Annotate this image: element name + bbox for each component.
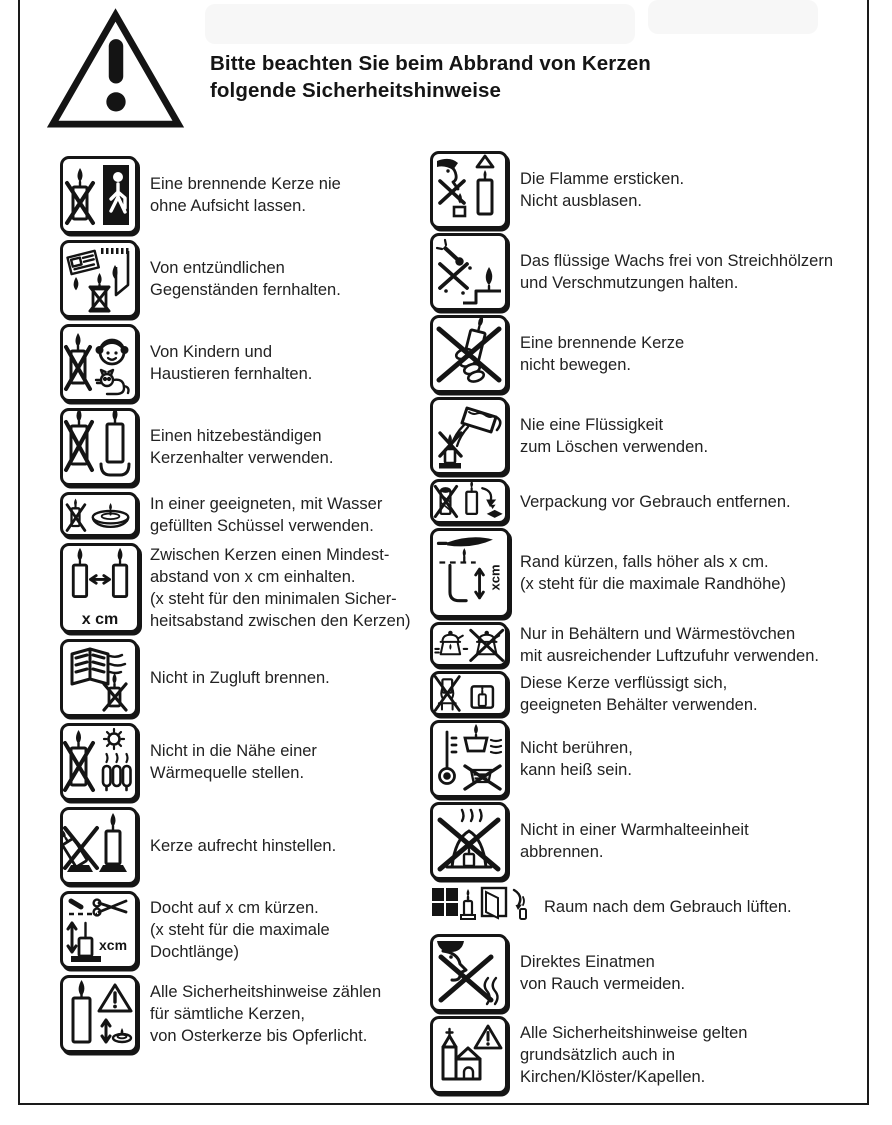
icon-cell xyxy=(430,720,520,798)
icon-cell xyxy=(430,622,520,667)
icon-cell xyxy=(430,479,520,524)
heatproof-holder-icon xyxy=(60,408,138,486)
safety-text-line: grundsätzlich auch in xyxy=(520,1046,676,1064)
safety-text-line: Nicht in die Nähe einer xyxy=(150,742,317,760)
safety-text xyxy=(520,250,833,294)
safety-text-line: Die Flamme ersticken. xyxy=(520,170,685,188)
icon-cell xyxy=(430,884,544,930)
church-use-icon xyxy=(430,1016,508,1094)
do-not-move-icon xyxy=(430,315,508,393)
icon-cell xyxy=(430,934,520,1012)
upright-candle-icon xyxy=(60,807,138,885)
children-pets-icon xyxy=(60,324,138,402)
icon-cell xyxy=(430,671,520,716)
safety-text-line: von Osterkerze bis Opferlicht. xyxy=(150,1027,368,1045)
safety-item-no-liquid xyxy=(430,397,872,475)
icon-cell xyxy=(60,156,150,234)
icon-cell xyxy=(430,233,520,311)
safety-text-line: für sämtliche Kerzen, xyxy=(150,1005,305,1023)
safety-text xyxy=(150,667,330,689)
icon-cell xyxy=(60,492,150,537)
safety-text-line: Kirchen/Klöster/Kapellen. xyxy=(520,1068,706,1086)
ventilate-room-icon xyxy=(430,884,534,930)
safety-text xyxy=(520,414,708,458)
icon-cell xyxy=(430,151,520,229)
no-smoke-inhalation-icon xyxy=(430,934,508,1012)
safety-item-heatproof-holder xyxy=(60,408,445,486)
icon-cell xyxy=(430,315,520,393)
draft-icon xyxy=(60,639,138,717)
safety-text xyxy=(520,819,749,863)
safety-text-line: (x steht für den minimalen Sicher- xyxy=(150,590,397,608)
icon-cell xyxy=(60,408,150,486)
safety-item-snuff-flame xyxy=(430,151,872,229)
safety-text-line: Nicht ausblasen. xyxy=(520,192,642,210)
safety-item-upright-candle xyxy=(60,807,445,885)
safety-item-candle-distance xyxy=(60,543,445,633)
safety-item-ventilate-room xyxy=(430,884,872,930)
safety-item-all-candle-types xyxy=(60,975,445,1053)
safety-text-line: Nicht berühren, xyxy=(520,739,633,757)
icon-cell xyxy=(60,543,150,633)
safety-text-line: Dochtlänge) xyxy=(150,943,239,961)
icon-measure-label: x cm xyxy=(81,611,119,628)
safety-text-line: Verpackung vor Gebrauch entfernen. xyxy=(520,492,791,511)
safety-text-line: Zwischen Kerzen einen Mindest- xyxy=(150,546,390,564)
safety-text xyxy=(520,491,791,513)
unattended-candle-icon xyxy=(60,156,138,234)
safety-item-no-matches-in-wax xyxy=(430,233,872,311)
all-candle-types-icon xyxy=(60,975,138,1053)
title-line-2: folgende Sicherheitshinweise xyxy=(210,79,502,102)
safety-text xyxy=(544,896,792,918)
remove-packaging-icon xyxy=(430,479,508,524)
safety-item-trim-wick xyxy=(60,891,445,969)
safety-text xyxy=(520,737,633,781)
safety-text-line: Nicht in Zugluft brennen. xyxy=(150,669,330,687)
safety-text-line: heitsabstand zwischen den Kerzen) xyxy=(150,612,411,630)
icon-measure-label: xcm xyxy=(99,937,128,953)
safety-item-no-smoke-inhalation xyxy=(430,934,872,1012)
no-warming-unit-icon xyxy=(430,802,508,880)
safety-item-draft xyxy=(60,639,445,717)
safety-item-air-supply xyxy=(430,622,872,667)
safety-text-line: Rand kürzen, falls höher als x cm. xyxy=(520,553,769,571)
safety-text-line: Haustieren fernhalten. xyxy=(150,365,313,383)
icon-cell xyxy=(60,807,150,885)
icon-cell xyxy=(60,324,150,402)
safety-text-line: Direktes Einatmen xyxy=(520,953,655,971)
icon-measure-label: xcm xyxy=(487,564,503,591)
safety-text-line: In einer geeigneten, mit Wasser xyxy=(150,494,383,513)
no-matches-in-wax-icon xyxy=(430,233,508,311)
safety-text xyxy=(520,1022,747,1088)
safety-text xyxy=(520,623,819,667)
safety-text xyxy=(150,981,381,1047)
icon-cell xyxy=(430,528,520,618)
safety-text-line: von Rauch vermeiden. xyxy=(520,975,686,993)
scan-artifact xyxy=(648,0,818,34)
safety-text-line: zum Löschen verwenden. xyxy=(520,438,709,456)
safety-item-do-not-move xyxy=(430,315,872,393)
safety-text-line: mit ausreichender Luftzufuhr verwenden. xyxy=(520,646,819,665)
candle-distance-icon xyxy=(60,543,140,633)
safety-text xyxy=(150,173,341,217)
water-bowl-icon xyxy=(60,492,138,537)
warning-triangle-icon xyxy=(46,8,186,132)
snuff-flame-icon xyxy=(430,151,508,229)
air-supply-icon xyxy=(430,622,508,667)
safety-text-line: ohne Aufsicht lassen. xyxy=(150,197,306,215)
safety-text-line: Einen hitzebeständigen xyxy=(150,427,322,445)
icon-cell xyxy=(430,397,520,475)
safety-text-line: Kerze aufrecht hinstellen. xyxy=(150,837,337,855)
safety-text-line: geeigneten Behälter verwenden. xyxy=(520,695,758,714)
safety-text-line: Eine brennende Kerze xyxy=(520,334,685,352)
safety-item-heat-source xyxy=(60,723,445,801)
icon-cell xyxy=(430,1016,520,1094)
safety-text-line: Gegenständen fernhalten. xyxy=(150,281,341,299)
safety-text xyxy=(150,835,336,857)
safety-text xyxy=(150,493,382,537)
safety-text-line: Nur in Behältern und Wärmestövchen xyxy=(520,624,796,643)
flammable-objects-icon xyxy=(60,240,138,318)
scan-artifact xyxy=(205,4,635,44)
safety-item-church-use xyxy=(430,1016,872,1094)
safety-text-line: gefüllten Schüssel verwenden. xyxy=(150,516,374,535)
safety-text-line: Von Kindern und xyxy=(150,343,273,361)
safety-text xyxy=(520,168,684,212)
safety-text-line: abstand von x cm einhalten. xyxy=(150,568,356,586)
safety-text xyxy=(520,951,685,995)
icon-cell xyxy=(60,240,150,318)
safety-item-hot-surface xyxy=(430,720,872,798)
safety-text-line: Das flüssige Wachs frei von Streichhölzern xyxy=(520,252,834,270)
title-line-1: Bitte beachten Sie beim Abbrand von Kerzen xyxy=(210,52,651,75)
safety-item-water-bowl xyxy=(60,492,445,537)
icon-cell xyxy=(60,639,150,717)
safety-text xyxy=(150,897,330,963)
safety-text-line: und Verschmutzungen halten. xyxy=(520,274,739,292)
safety-text-line: Von entzündlichen xyxy=(150,259,285,277)
safety-text xyxy=(520,551,786,595)
trim-wick-icon xyxy=(60,891,138,969)
safety-text-line: kann heiß sein. xyxy=(520,761,632,779)
safety-text-line: Wärmequelle stellen. xyxy=(150,764,305,782)
safety-item-children-pets xyxy=(60,324,445,402)
icon-cell xyxy=(60,891,150,969)
safety-text xyxy=(150,740,317,784)
safety-text-line: Alle Sicherheitshinweise gelten xyxy=(520,1024,748,1042)
page-title xyxy=(210,50,651,104)
safety-text-line: Nicht in einer Warmhalteeinheit xyxy=(520,821,749,839)
safety-item-flammable-objects xyxy=(60,240,445,318)
safety-text xyxy=(520,672,758,716)
safety-text-line: (x steht für die maximale xyxy=(150,921,330,939)
icon-cell xyxy=(430,802,520,880)
safety-text-line: Raum nach dem Gebrauch lüften. xyxy=(544,898,792,916)
trim-rim-icon xyxy=(430,528,510,618)
safety-item-trim-rim xyxy=(430,528,872,618)
safety-text-line: nicht bewegen. xyxy=(520,356,631,374)
safety-text-line: Diese Kerze verflüssigt sich, xyxy=(520,673,728,692)
safety-text-line: Eine brennende Kerze nie xyxy=(150,175,341,193)
safety-column-right xyxy=(430,151,872,1094)
safety-text-line: abbrennen. xyxy=(520,843,604,861)
safety-text xyxy=(150,544,411,632)
safety-text xyxy=(150,341,312,385)
icon-cell xyxy=(60,723,150,801)
safety-text-line: Docht auf x cm kürzen. xyxy=(150,899,319,917)
icon-cell xyxy=(60,975,150,1053)
safety-text xyxy=(520,332,684,376)
safety-text-line: (x steht für die maximale Randhöhe) xyxy=(520,575,786,593)
safety-column-left xyxy=(60,156,445,1053)
hot-surface-icon xyxy=(430,720,508,798)
safety-text xyxy=(150,425,333,469)
safety-text xyxy=(150,257,341,301)
safety-text-line: Kerzenhalter verwenden. xyxy=(150,449,334,467)
safety-item-remove-packaging xyxy=(430,479,872,524)
safety-item-unattended-candle xyxy=(60,156,445,234)
heat-source-icon xyxy=(60,723,138,801)
no-liquid-icon xyxy=(430,397,508,475)
liquefying-candle-icon xyxy=(430,671,508,716)
safety-item-no-warming-unit xyxy=(430,802,872,880)
safety-text-line: Alle Sicherheitshinweise zählen xyxy=(150,983,382,1001)
safety-item-liquefying-candle xyxy=(430,671,872,716)
safety-text-line: Nie eine Flüssigkeit xyxy=(520,416,664,434)
